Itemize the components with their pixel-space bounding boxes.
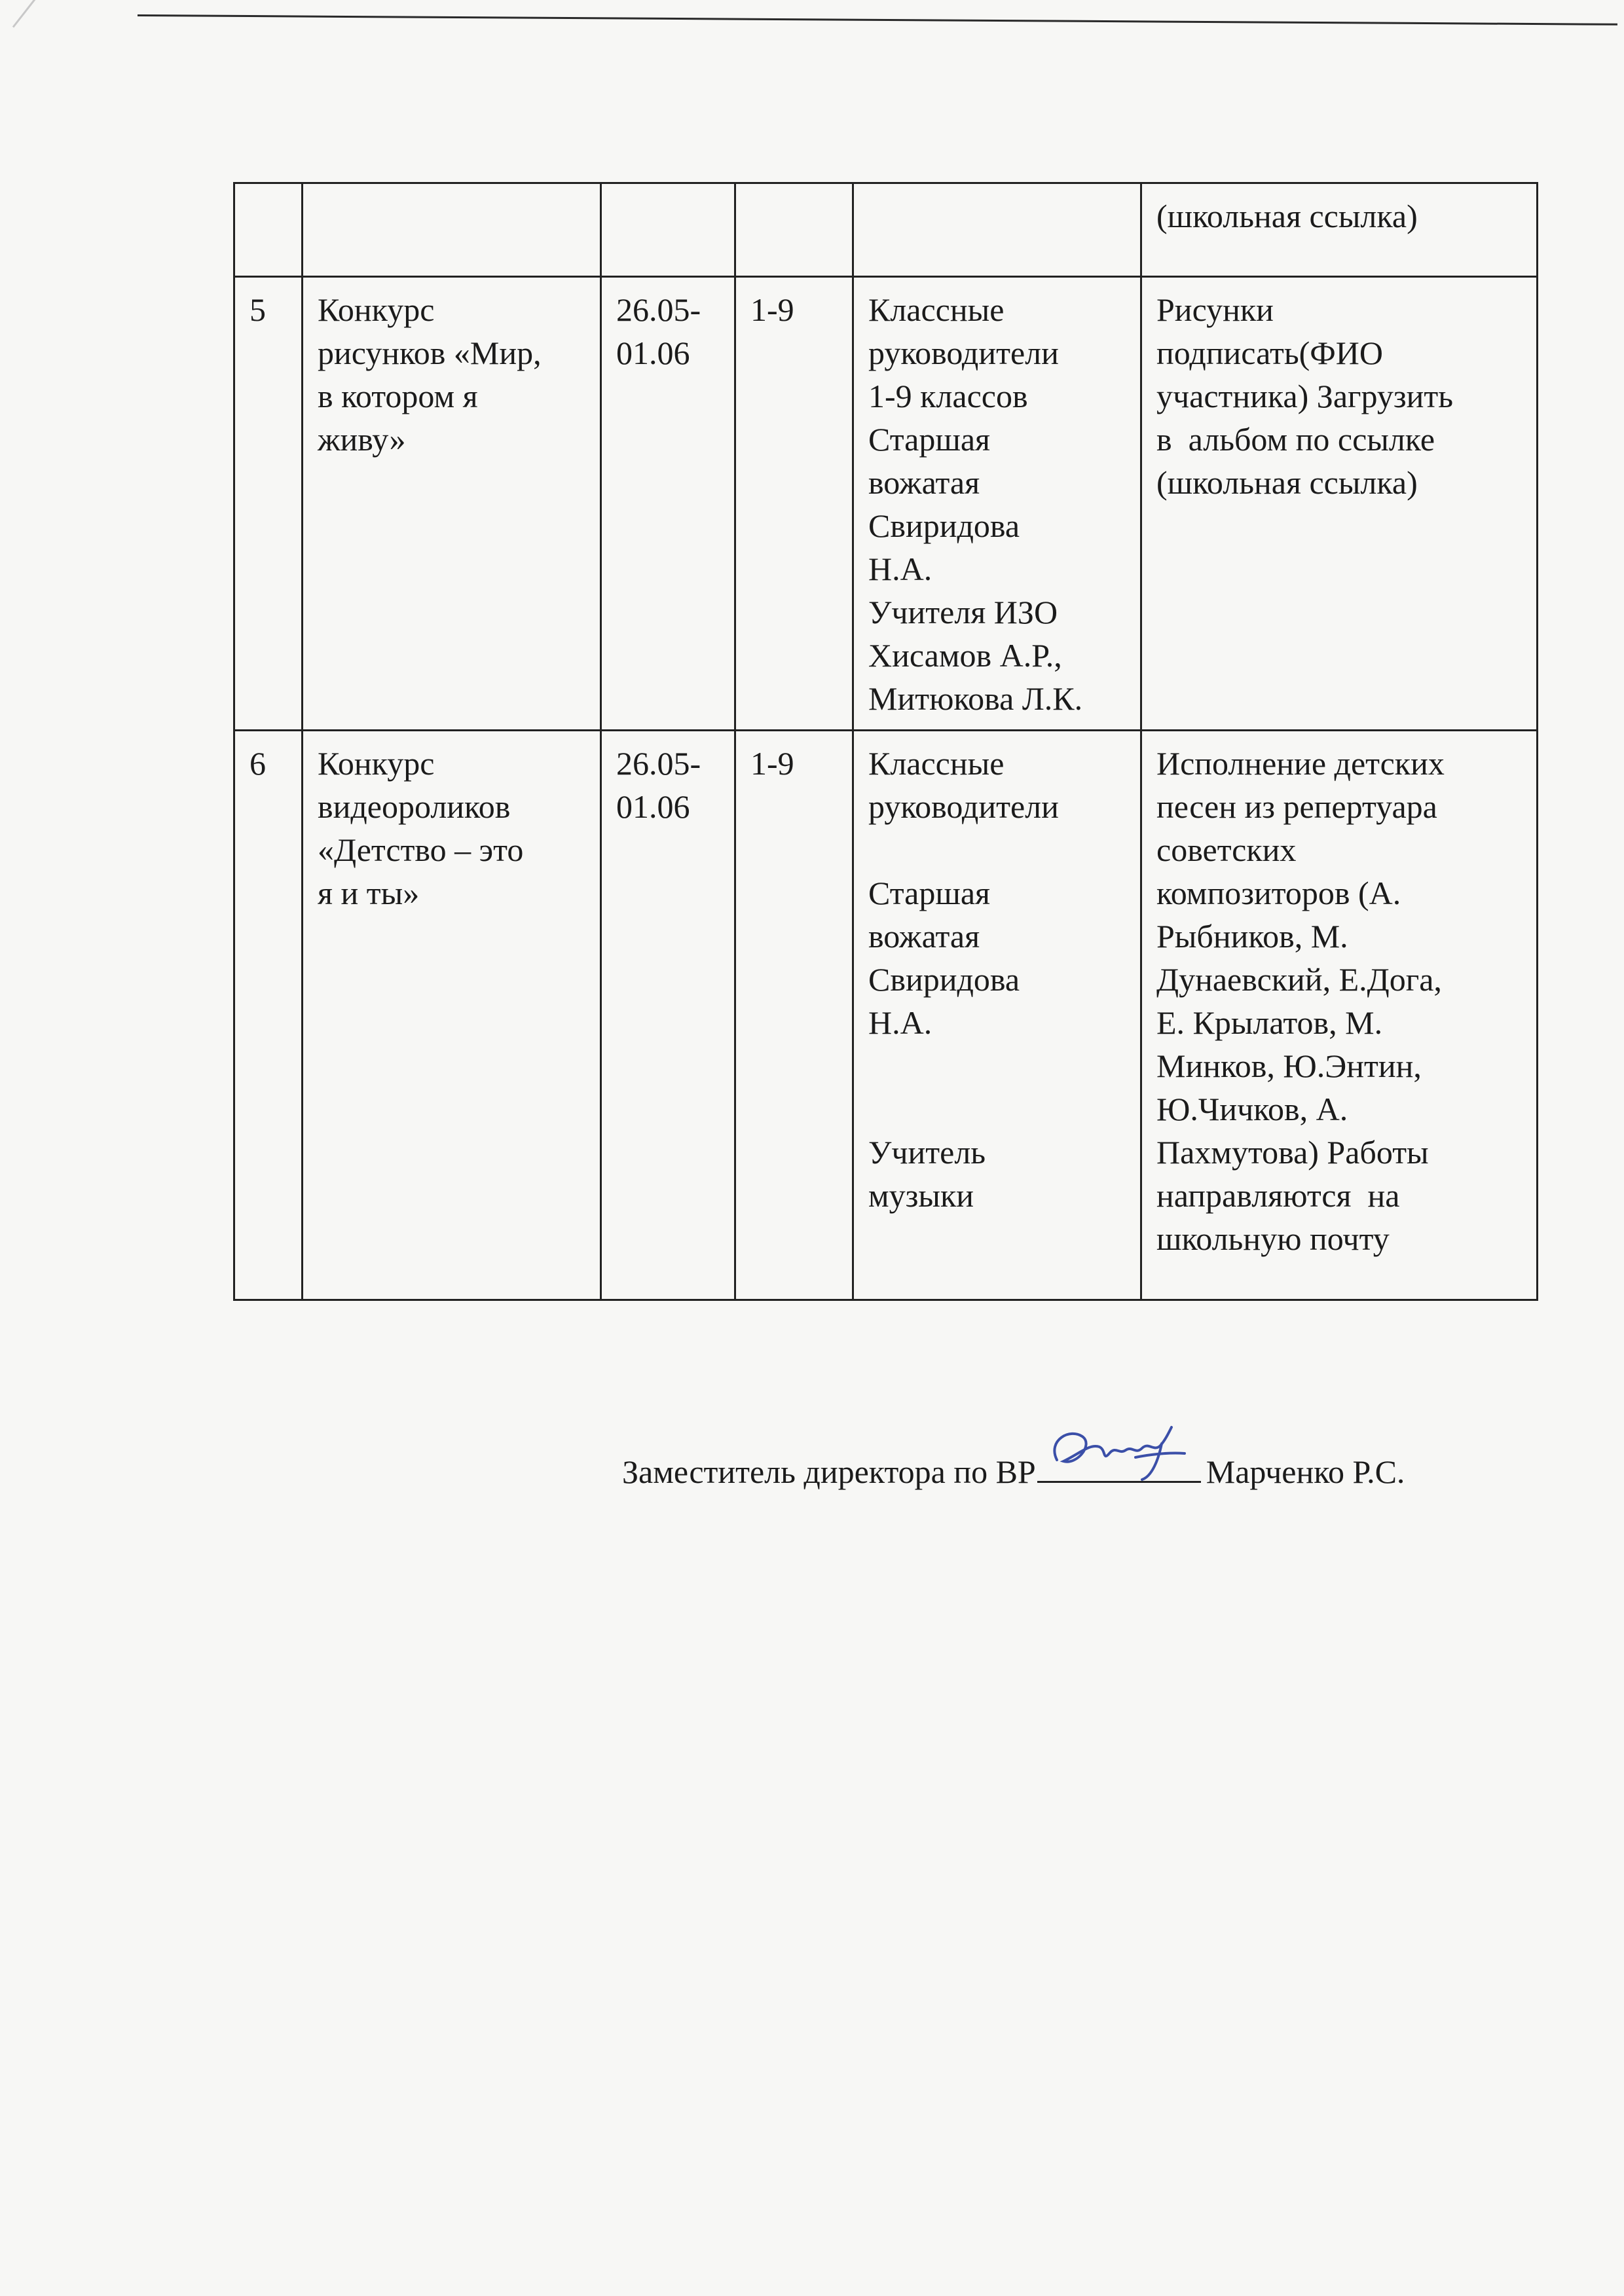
cell-responsible — [853, 277, 1141, 731]
note-line: подписать(ФИО — [1156, 335, 1383, 371]
note-line: композиторов (А. — [1156, 875, 1401, 911]
cell-classes — [735, 277, 853, 731]
table-row-6 — [234, 731, 1538, 1300]
cell-classes — [735, 731, 853, 1300]
responsible-line: Н.А. — [868, 1004, 932, 1041]
cell-date — [601, 183, 735, 277]
classes-value: 1-9 — [750, 291, 794, 328]
note-line: советских — [1156, 831, 1297, 868]
responsible-line: Классные — [868, 291, 1005, 328]
date-line: 01.06 — [616, 335, 690, 371]
signature-block — [622, 1448, 1572, 1495]
responsible-line: 1-9 классов — [868, 378, 1028, 414]
scan-fold-mark — [12, 0, 143, 27]
blank-line — [868, 1044, 1126, 1087]
responsible-line: вожатая — [868, 918, 980, 955]
responsible-line: Старшая — [868, 421, 991, 458]
cell-num — [234, 183, 303, 277]
responsible-line: Классные — [868, 745, 1005, 782]
responsible-line: вожатая — [868, 464, 980, 501]
cell-note — [1141, 277, 1538, 731]
name-line: «Детство – это — [318, 831, 524, 868]
cell-name — [303, 731, 601, 1300]
blank-line — [868, 828, 1126, 871]
note-line: направляются на — [1156, 1177, 1400, 1214]
cell-num — [234, 731, 303, 1300]
name-line: Конкурс — [318, 745, 435, 782]
table-row-5 — [234, 277, 1538, 731]
cell-classes — [735, 183, 853, 277]
name-line: я и ты» — [318, 875, 420, 911]
note-line: Исполнение детских — [1156, 745, 1445, 782]
note-line: Рисунки — [1156, 291, 1274, 328]
note-line: (школьная ссылка) — [1156, 464, 1418, 501]
responsible-line: Н.А. — [868, 551, 932, 587]
name-line: Конкурс — [318, 291, 435, 328]
cell-name — [303, 183, 601, 277]
signer-name: Марченко Р.С. — [1206, 1453, 1405, 1490]
responsible-line: Учитель — [868, 1134, 986, 1171]
table-row-continuation — [234, 183, 1538, 277]
note-line: Рыбников, М. — [1156, 918, 1348, 955]
note-line: Пахмутова) Работы — [1156, 1134, 1429, 1171]
note-line: Дунаевский, Е.Дога, — [1156, 961, 1442, 998]
events-table — [233, 182, 1538, 1301]
handwritten-signature — [1044, 1414, 1201, 1486]
classes-value: 1-9 — [750, 745, 794, 782]
date-line: 26.05- — [616, 745, 701, 782]
responsible-line: Хисамов А.Р., — [868, 637, 1062, 674]
note-line: школьную почту — [1156, 1220, 1390, 1257]
note-line: участника) Загрузить — [1156, 378, 1454, 414]
responsible-line: Старшая — [868, 875, 991, 911]
cell-date — [601, 277, 735, 731]
scan-edge-line — [138, 14, 1617, 26]
note-line: Е. Крылатов, М. — [1156, 1004, 1383, 1041]
responsible-line: музыки — [868, 1177, 974, 1214]
date-line: 01.06 — [616, 788, 690, 825]
note-line: (школьная ссылка) — [1156, 198, 1418, 234]
responsible-line: руководители — [868, 788, 1059, 825]
responsible-line: Митюкова Л.К. — [868, 680, 1083, 717]
note-line: Минков, Ю.Энтин, — [1156, 1048, 1422, 1084]
row-number: 5 — [249, 291, 266, 328]
cell-note — [1141, 731, 1538, 1300]
note-line: Ю.Чичков, А. — [1156, 1091, 1348, 1127]
cell-note — [1141, 183, 1538, 277]
name-line: в котором я — [318, 378, 478, 414]
responsible-line: Свиридова — [868, 507, 1020, 544]
signature-line — [1037, 1448, 1201, 1483]
name-line: живу» — [318, 421, 406, 458]
cell-responsible — [853, 731, 1141, 1300]
signer-position: Заместитель директора по ВР — [622, 1453, 1036, 1490]
cell-responsible — [853, 183, 1141, 277]
date-line: 26.05- — [616, 291, 701, 328]
note-line: песен из репертуара — [1156, 788, 1437, 825]
note-line: в альбом по ссылке — [1156, 421, 1435, 458]
name-line: рисунков «Мир, — [318, 335, 542, 371]
blank-line — [868, 1087, 1126, 1131]
name-line: видеороликов — [318, 788, 511, 825]
responsible-line: Учителя ИЗО — [868, 594, 1058, 630]
cell-date — [601, 731, 735, 1300]
row-number: 6 — [249, 745, 266, 782]
responsible-line: руководители — [868, 335, 1059, 371]
cell-name — [303, 277, 601, 731]
cell-num — [234, 277, 303, 731]
responsible-line: Свиридова — [868, 961, 1020, 998]
